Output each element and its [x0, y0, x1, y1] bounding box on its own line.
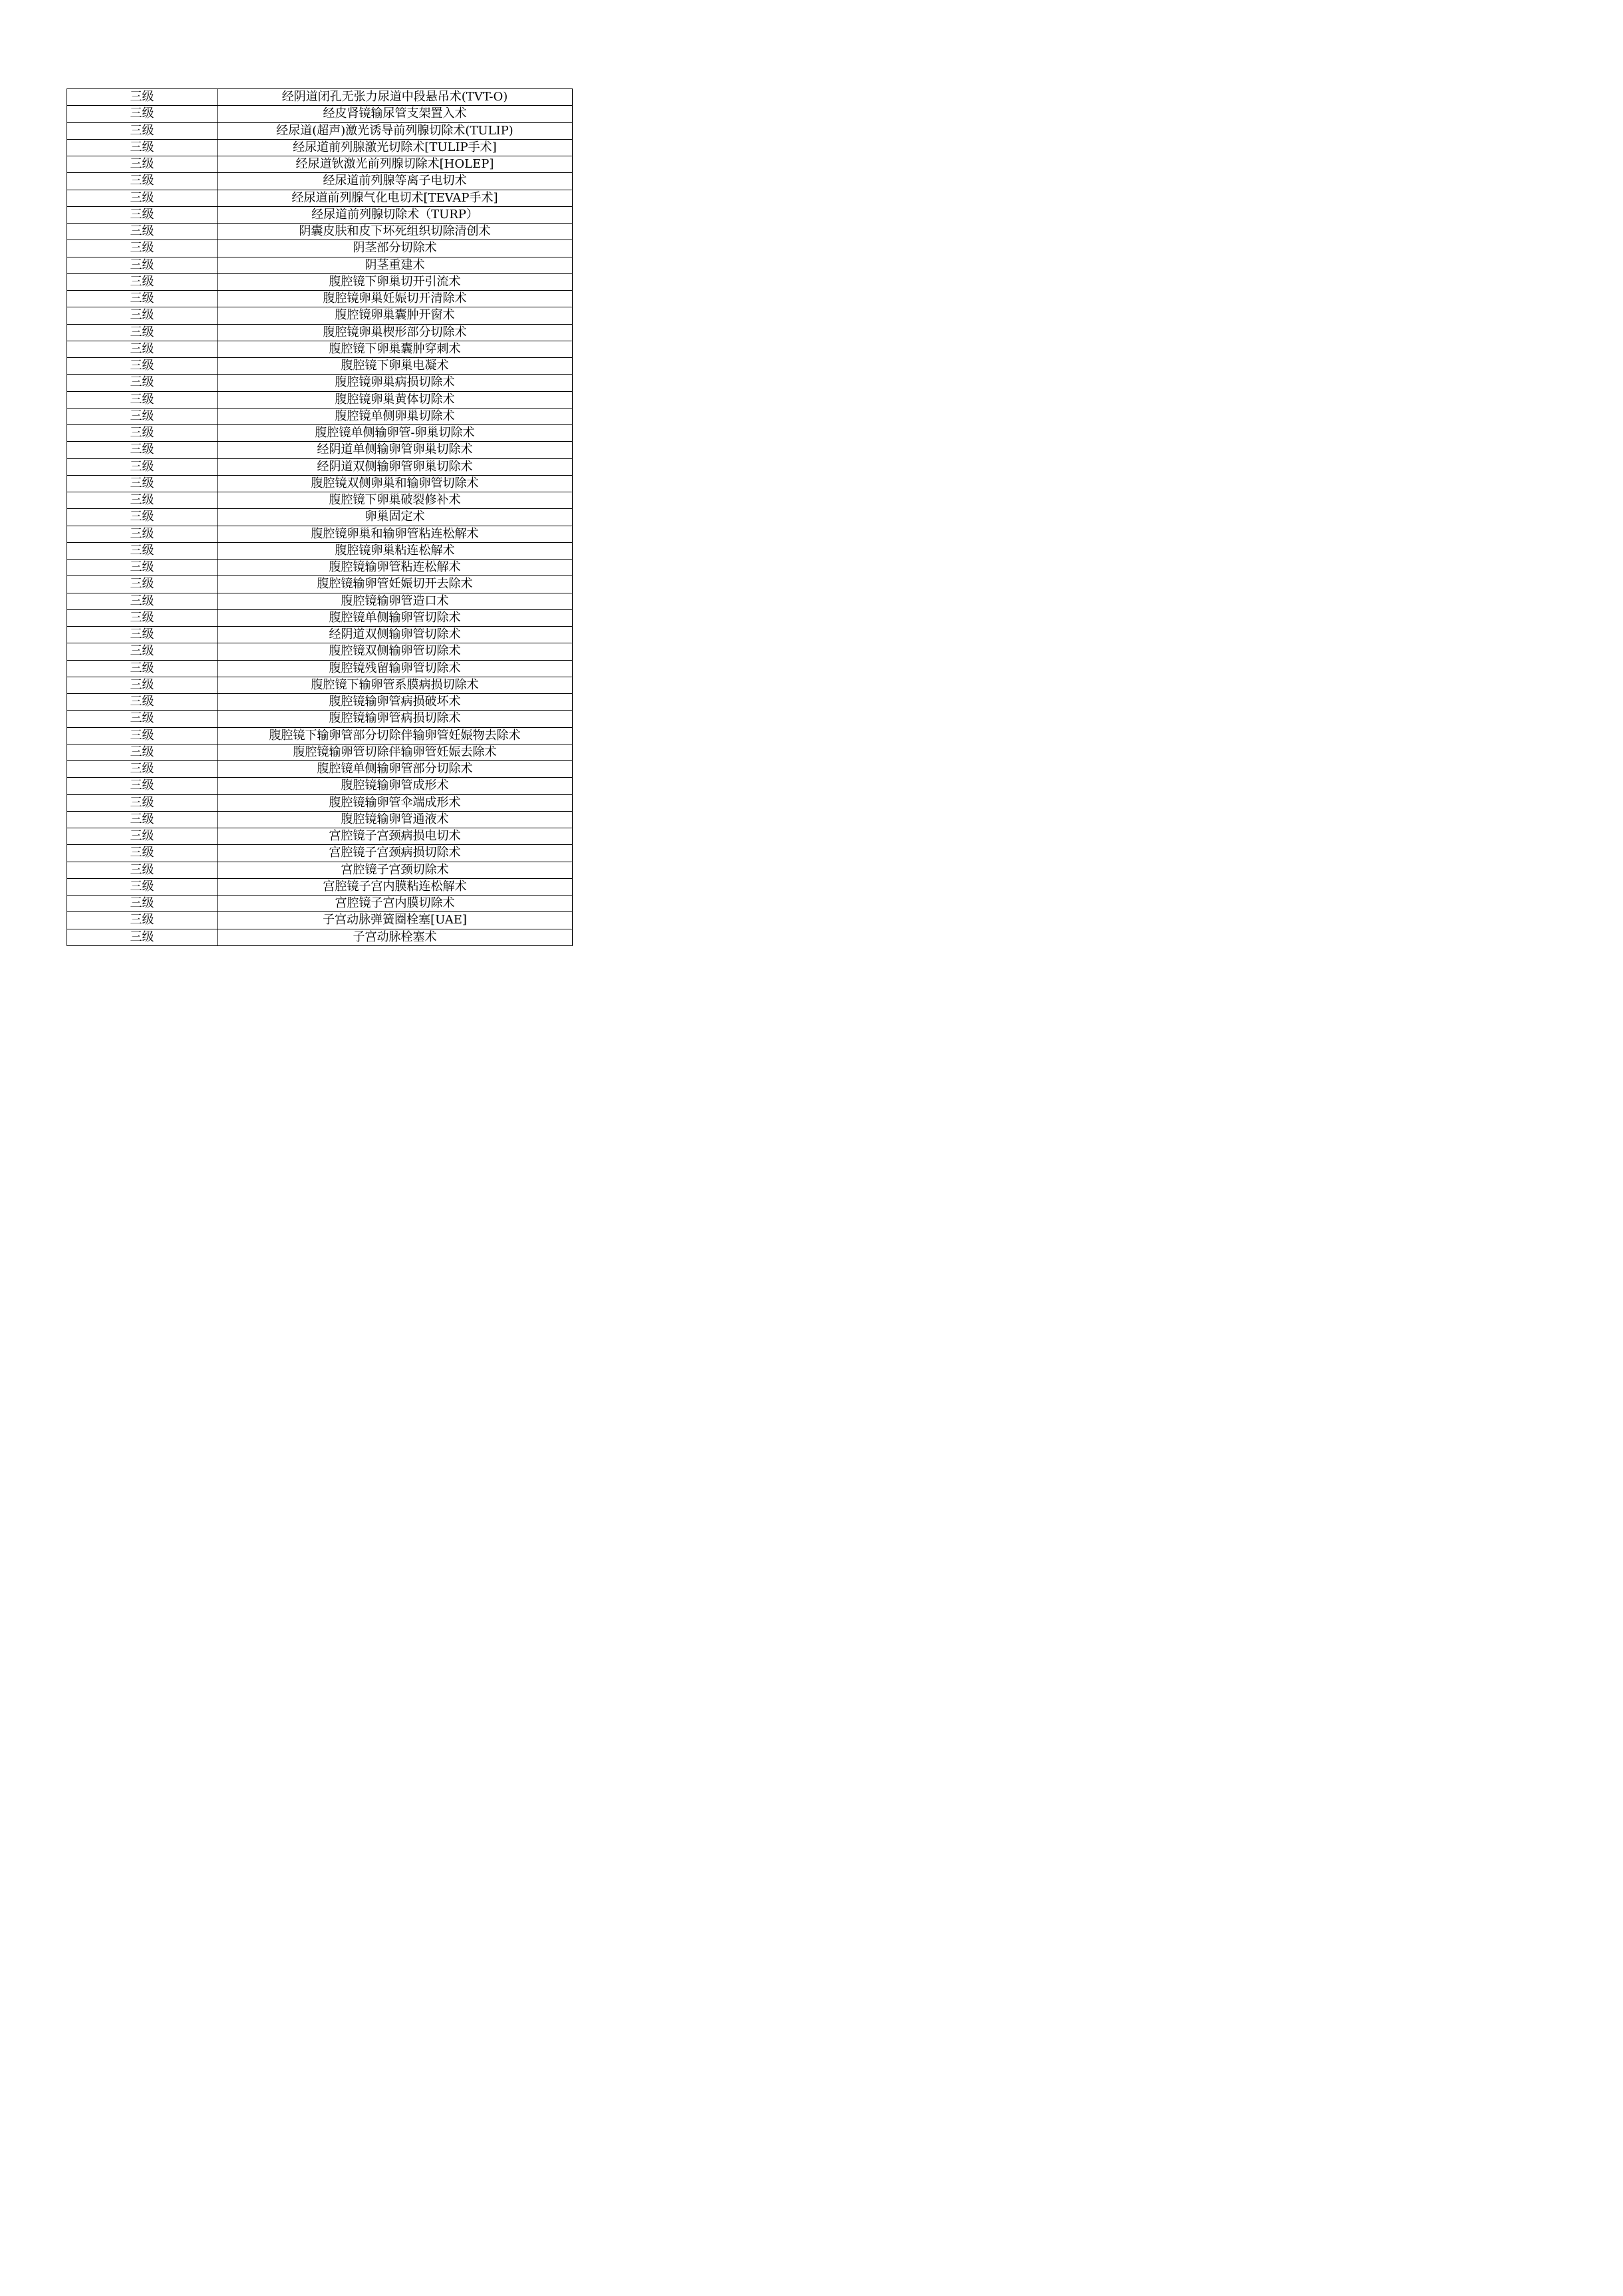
- table-row: [67, 190, 572, 207]
- level-cell: 三级: [67, 576, 218, 592]
- level-cell: 三级: [67, 694, 218, 710]
- table-row: [67, 409, 572, 425]
- procedure-name-cell: 腹腔镜下输卵管系膜病损切除术: [311, 677, 479, 692]
- table-row: [67, 257, 572, 274]
- table-row: [67, 744, 572, 761]
- table-row: [67, 778, 572, 794]
- level-cell: 三级: [67, 459, 218, 475]
- procedure-name-cell: 腹腔镜卵巢粘连松解术: [335, 543, 455, 558]
- procedure-name-cell: 腹腔镜输卵管病损破坏术: [329, 695, 461, 709]
- procedure-name-cell: 腹腔镜输卵管病损切除术: [329, 711, 461, 726]
- level-cell: 三级: [67, 274, 218, 290]
- procedure-name-cell: 经阴道闭孔无张力尿道中段悬吊术(TVT-O): [281, 90, 508, 104]
- procedure-name-cell: 宫腔镜子宫颈病损电切术: [329, 829, 461, 844]
- level-cell: 三级: [67, 156, 218, 172]
- procedure-name-cell: 阴茎重建术: [365, 257, 425, 272]
- level-cell: 三级: [67, 442, 218, 458]
- level-cell: 三级: [67, 929, 218, 945]
- procedure-name-cell: 卵巢固定术: [365, 510, 425, 524]
- level-cell: 三级: [67, 795, 218, 811]
- procedure-name-cell: 宫腔镜子宫内膜粘连松解术: [323, 879, 467, 894]
- level-cell: 三级: [67, 325, 218, 341]
- table-row: [67, 106, 572, 122]
- level-cell: 三级: [67, 307, 218, 323]
- table-row: [67, 661, 572, 677]
- table-row: [67, 694, 572, 711]
- procedure-name-cell: 腹腔镜输卵管造口术: [341, 593, 449, 608]
- table-row: [67, 862, 572, 879]
- level-cell: 三级: [67, 291, 218, 307]
- table-row: [67, 509, 572, 526]
- procedure-name-cell: 宫腔镜子宫内膜切除术: [335, 896, 455, 911]
- procedure-name-cell: 经尿道前列腺气化电切术[TEVAP手术]: [291, 190, 498, 205]
- procedure-name-cell: 腹腔镜卵巢囊肿开窗术: [335, 308, 455, 323]
- level-cell: 三级: [67, 711, 218, 727]
- procedure-name-cell: 经阴道双侧输卵管切除术: [329, 627, 461, 642]
- procedure-name-cell: 腹腔镜卵巢病损切除术: [335, 375, 455, 390]
- table-row: [67, 761, 572, 778]
- procedure-name-cell: 经皮肾镜输尿管支架置入术: [323, 106, 467, 121]
- table-row: [67, 828, 572, 845]
- table-row: [67, 156, 572, 173]
- table-row: [67, 425, 572, 442]
- table-row: [67, 643, 572, 660]
- level-cell: 三级: [67, 778, 218, 794]
- level-cell: 三级: [67, 896, 218, 911]
- table-row: [67, 728, 572, 744]
- table-row: [67, 845, 572, 862]
- table-row: [67, 291, 572, 307]
- table-row: [67, 476, 572, 492]
- level-cell: 三级: [67, 140, 218, 156]
- procedure-table: [67, 88, 573, 946]
- level-cell: 三级: [67, 661, 218, 677]
- table-row: [67, 375, 572, 391]
- procedure-name-cell: 腹腔镜卵巢妊娠切开清除术: [323, 291, 467, 306]
- level-cell: 三级: [67, 677, 218, 693]
- procedure-name-cell: 腹腔镜下卵巢电凝术: [341, 359, 449, 373]
- table-row: [67, 358, 572, 375]
- table-row: [67, 307, 572, 324]
- level-cell: 三级: [67, 476, 218, 492]
- procedure-name-cell: 腹腔镜输卵管成形术: [341, 778, 449, 793]
- procedure-name-cell: 腹腔镜残留输卵管切除术: [329, 661, 461, 675]
- table-row: [67, 274, 572, 291]
- level-cell: 三级: [67, 207, 218, 223]
- procedure-name-cell: 腹腔镜输卵管伞端成形术: [329, 795, 461, 810]
- level-cell: 三级: [67, 828, 218, 844]
- procedure-name-cell: 经尿道钬激光前列腺切除术[HOLEP]: [295, 157, 494, 172]
- table-row: [67, 224, 572, 240]
- level-cell: 三级: [67, 190, 218, 206]
- procedure-name-cell: 经尿道前列腺等离子电切术: [323, 174, 467, 188]
- table-row: [67, 392, 572, 409]
- level-cell: 三级: [67, 392, 218, 408]
- table-row: [67, 492, 572, 509]
- level-cell: 三级: [67, 862, 218, 878]
- level-cell: 三级: [67, 845, 218, 861]
- table-row: [67, 879, 572, 896]
- procedure-name-cell: 腹腔镜卵巢黄体切除术: [335, 392, 455, 407]
- table-row: [67, 123, 572, 140]
- level-cell: 三级: [67, 761, 218, 777]
- procedure-name-cell: 经尿道前列腺切除术（TURP）: [311, 207, 478, 222]
- procedure-name-cell: 腹腔镜输卵管妊娠切开去除术: [317, 577, 473, 591]
- level-cell: 三级: [67, 643, 218, 659]
- procedure-name-cell: 经阴道双侧输卵管卵巢切除术: [317, 459, 473, 474]
- procedure-name-cell: 腹腔镜下卵巢破裂修补术: [329, 493, 461, 508]
- procedure-name-cell: 腹腔镜单侧输卵管-卵巢切除术: [315, 426, 475, 440]
- procedure-name-cell: 阴囊皮肤和皮下坏死组织切除清创术: [299, 224, 491, 239]
- table-row: [67, 173, 572, 190]
- procedure-name-cell: 腹腔镜单侧输卵管切除术: [329, 610, 461, 625]
- procedure-name-cell: 腹腔镜下卵巢囊肿穿刺术: [329, 341, 461, 356]
- level-cell: 三级: [67, 627, 218, 643]
- level-cell: 三级: [67, 509, 218, 525]
- table-row: [67, 610, 572, 627]
- table-row: [67, 140, 572, 156]
- table-row: [67, 442, 572, 458]
- table-row: [67, 711, 572, 727]
- level-cell: 三级: [67, 89, 218, 105]
- level-cell: 三级: [67, 106, 218, 122]
- level-cell: 三级: [67, 341, 218, 357]
- procedure-name-cell: 宫腔镜子宫颈病损切除术: [329, 846, 461, 860]
- table-row: [67, 929, 572, 946]
- table-row: [67, 459, 572, 476]
- table-row: [67, 341, 572, 358]
- table-row: [67, 325, 572, 341]
- level-cell: 三级: [67, 879, 218, 895]
- table-row: [67, 240, 572, 257]
- procedure-name-cell: 子宫动脉栓塞术: [353, 929, 437, 944]
- procedure-name-cell: 腹腔镜下输卵管部分切除伴输卵管妊娠物去除术: [269, 728, 521, 742]
- level-cell: 三级: [67, 543, 218, 559]
- procedure-name-cell: 腹腔镜双侧卵巢和输卵管切除术: [311, 476, 479, 490]
- table-row: [67, 912, 572, 929]
- level-cell: 三级: [67, 425, 218, 441]
- table-row: [67, 543, 572, 560]
- procedure-name-cell: 阴茎部分切除术: [353, 241, 437, 255]
- level-cell: 三级: [67, 358, 218, 374]
- level-cell: 三级: [67, 744, 218, 760]
- level-cell: 三级: [67, 224, 218, 240]
- table-row: [67, 526, 572, 543]
- table-row: [67, 207, 572, 224]
- table-row: [67, 627, 572, 643]
- level-cell: 三级: [67, 610, 218, 626]
- procedure-name-cell: 经尿道(超声)激光诱导前列腺切除术(TULIP): [276, 123, 514, 138]
- procedure-name-cell: 腹腔镜输卵管粘连松解术: [329, 560, 461, 575]
- level-cell: 三级: [67, 526, 218, 542]
- table-row: [67, 677, 572, 694]
- table-row: [67, 896, 572, 912]
- level-cell: 三级: [67, 173, 218, 189]
- level-cell: 三级: [67, 812, 218, 828]
- level-cell: 三级: [67, 257, 218, 273]
- level-cell: 三级: [67, 240, 218, 256]
- procedure-name-cell: 子宫动脉弹簧圈栓塞[UAE]: [323, 913, 467, 927]
- table-row: [67, 89, 572, 106]
- level-cell: 三级: [67, 375, 218, 391]
- procedure-name-cell: 腹腔镜单侧卵巢切除术: [335, 409, 455, 423]
- procedure-name-cell: 腹腔镜卵巢和输卵管粘连松解术: [311, 526, 479, 541]
- procedure-name-cell: 腹腔镜输卵管通液术: [341, 812, 449, 826]
- procedure-name-cell: 经阴道单侧输卵管卵巢切除术: [317, 442, 473, 457]
- table-row: [67, 560, 572, 576]
- procedure-name-cell: 腹腔镜卵巢楔形部分切除术: [323, 325, 467, 339]
- table-row: [67, 576, 572, 593]
- table-row: [67, 812, 572, 828]
- level-cell: 三级: [67, 728, 218, 744]
- procedure-name-cell: 腹腔镜双侧输卵管切除术: [329, 644, 461, 659]
- level-cell: 三级: [67, 492, 218, 508]
- procedure-name-cell: 腹腔镜输卵管切除伴输卵管妊娠去除术: [293, 744, 497, 759]
- procedure-name-cell: 宫腔镜子宫颈切除术: [341, 862, 449, 877]
- level-cell: 三级: [67, 409, 218, 424]
- level-cell: 三级: [67, 912, 218, 928]
- level-cell: 三级: [67, 123, 218, 139]
- procedure-name-cell: 腹腔镜单侧输卵管部分切除术: [317, 762, 473, 776]
- procedure-name-cell: 腹腔镜下卵巢切开引流术: [329, 274, 461, 289]
- procedure-name-cell: 经尿道前列腺激光切除术[TULIP手术]: [293, 140, 497, 154]
- table-row: [67, 795, 572, 812]
- level-cell: 三级: [67, 560, 218, 575]
- table-row: [67, 593, 572, 610]
- level-cell: 三级: [67, 593, 218, 609]
